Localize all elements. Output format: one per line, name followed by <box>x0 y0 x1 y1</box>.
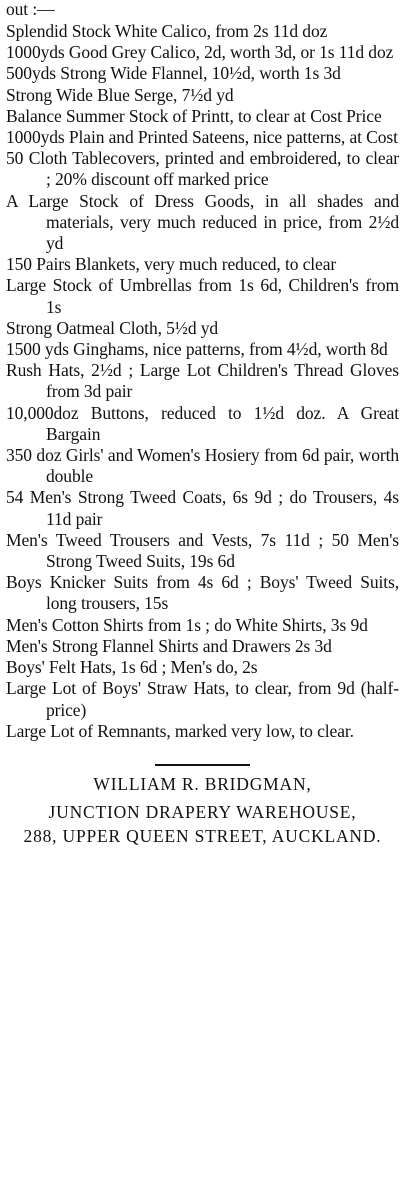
list-item: 500yds Strong Wide Flannel, 10½d, worth 1s 3d <box>6 63 341 84</box>
list-item: 54 Men's Strong Tweed Coats, 6s 9d ; do Trousers, 4s 11d pair <box>6 487 399 529</box>
list-item: 1000yds Good Grey Calico, 2d, worth 3d, or 1s 11d doz <box>6 42 394 63</box>
list-item: Strong Wide Blue Serge, 7½d yd <box>6 84 234 105</box>
list-item: Rush Hats, 2½d ; Large Lot Children's Thread Gloves from 3d pair <box>6 360 399 402</box>
divider <box>155 764 250 766</box>
list-item: Men's Cotton Shirts from 1s ; do White Shirts, 3s 9d <box>6 614 368 635</box>
list-item: 10,000doz Buttons, reduced to 1½d doz. A Great Bargain <box>6 402 399 444</box>
list-item: Strong Oatmeal Cloth, 5½d yd <box>6 317 219 338</box>
list-item: Boys Knicker Suits from 4s 6d ; Boys' Tweed Suits, long trousers, 15s <box>6 572 399 614</box>
business-address: 288, UPPER QUEEN STREET, AUCKLAND. <box>23 825 382 846</box>
advertiser-block <box>6 774 399 847</box>
list-item: 1000yds Plain and Printed Sateens, nice patterns, at Cost <box>6 127 398 148</box>
list-item: Large Lot of Boys' Straw Hats, to clear, from 9d (half-price) <box>6 678 399 720</box>
list-item: 1500 yds Ginghams, nice patterns, from 4½d, worth 8d <box>6 339 388 360</box>
list-item: Splendid Stock White Calico, from 2s 11d doz <box>6 21 328 41</box>
list-item: Boys' Felt Hats, 1s 6d ; Men's do, 2s <box>6 657 258 678</box>
list-item: 50 Cloth Tablecovers, printed and embroidered, to clear ; 20% discount off marked price <box>6 148 399 190</box>
list-item: A Large Stock of Dress Goods, in all shades and materials, very much reduced in price, from 2½d yd <box>6 190 399 254</box>
price-list <box>6 21 399 742</box>
list-item: Men's Strong Flannel Shirts and Drawers 2s 3d <box>6 635 332 656</box>
list-item: Large Stock of Umbrellas from 1s 6d, Children's from 1s <box>6 275 399 317</box>
intro-text: out :— <box>6 0 55 19</box>
list-item: Balance Summer Stock of Printt, to clear at Cost Price <box>6 105 382 126</box>
list-item: Large Lot of Remnants, marked very low, to clear. <box>6 720 354 741</box>
business-name: JUNCTION DRAPERY WAREHOUSE, <box>48 801 357 822</box>
list-item: Men's Tweed Trousers and Vests, 7s 11d ; 50 Men's Strong Tweed Suits, 19s 6d <box>6 529 399 572</box>
list-item: 350 doz Girls' and Women's Hosiery from 6d pair, worth double <box>6 445 399 487</box>
list-item: 150 Pairs Blankets, very much reduced, to clear <box>6 254 337 275</box>
advertiser-name: WILLIAM R. BRIDGMAN, <box>93 773 312 794</box>
